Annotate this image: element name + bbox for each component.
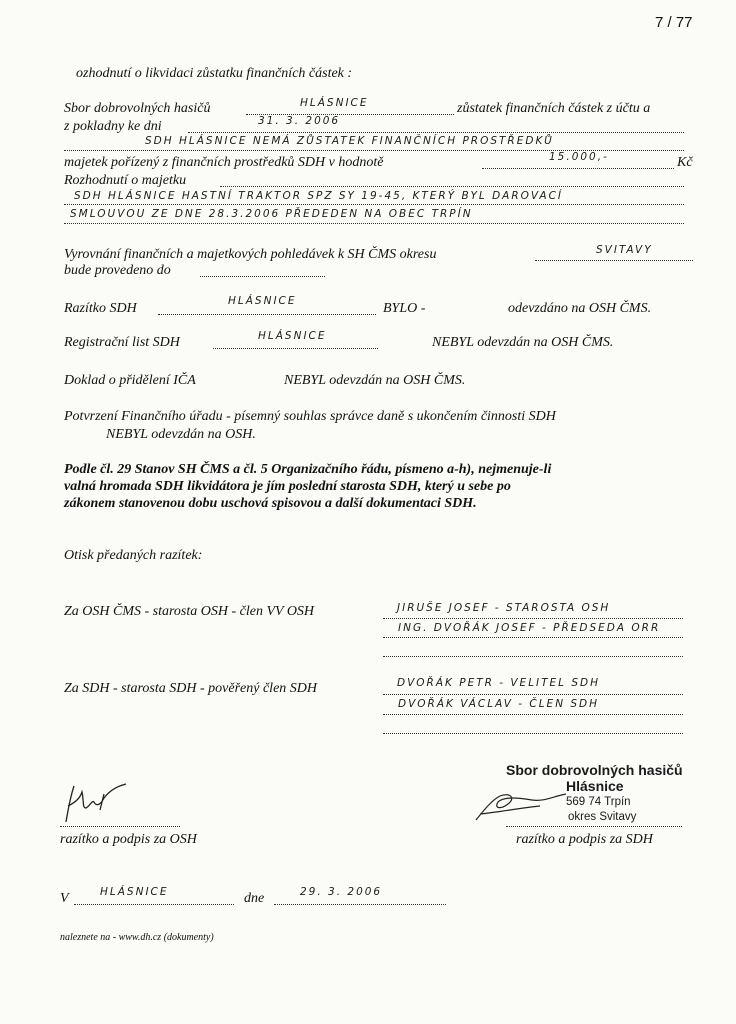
vyrovnani-label: Vyrovnání finančních a majetkových pohledávek k SH ČMS okresu bbox=[64, 247, 437, 262]
heading: ozhodnutí o likvidaci zůstatku finančních částek : bbox=[76, 66, 353, 81]
dotted-line bbox=[158, 314, 376, 315]
dotted-line bbox=[383, 656, 683, 657]
signature-sdh bbox=[470, 786, 580, 826]
dotted-line bbox=[383, 637, 683, 638]
stamp-line-3: 569 74 Trpín bbox=[566, 796, 631, 808]
dotted-line bbox=[506, 826, 682, 827]
razitko-status: BYLO - bbox=[383, 301, 426, 316]
dotted-line bbox=[535, 260, 693, 261]
handwritten-place: HLÁSNICE bbox=[100, 886, 169, 898]
sdh-label: Za SDH - starosta SDH - pověřený člen SDH bbox=[64, 681, 317, 696]
handwritten-osh-1: JIRUŠE JOSEF - STAROSTA OSH bbox=[397, 602, 611, 614]
handwritten-majetek-1: SDH HLÁSNICE HASTNÍ TRAKTOR SPZ SY 19-45, KTERÝ BYL DAROVACÍ bbox=[74, 190, 564, 202]
sign-osh-label: razítko a podpis za OSH bbox=[60, 832, 197, 847]
registracni-status: NEBYL odevzdán na OSH ČMS. bbox=[432, 335, 614, 350]
otisk-label: Otisk předaných razítek: bbox=[64, 548, 203, 563]
potvrzeni-line-1: Potvrzení Finančního úřadu - písemný souhlas správce daně s ukončením činnosti SDH bbox=[64, 409, 556, 424]
rozhodnuti-label: Rozhodnutí o majetku bbox=[64, 173, 187, 188]
zustatek-label: zůstatek finančních částek z účtu a bbox=[457, 101, 651, 116]
dotted-line bbox=[383, 694, 683, 695]
dotted-line bbox=[383, 618, 683, 619]
bold-paragraph-line-3: zákonem stanovenou dobu uschová spisovou a další dokumentaci SDH. bbox=[64, 496, 477, 511]
handwritten-zustatek: SDH HLÁSNICE NEMÁ ZŮSTATEK FINANČNÍCH PROSTŘEDKŮ bbox=[145, 135, 554, 147]
handwritten-razitko: HLÁSNICE bbox=[228, 295, 297, 307]
doklad-label: Doklad o přidělení IČA bbox=[64, 373, 196, 388]
handwritten-date-final: 29. 3. 2006 bbox=[300, 886, 383, 898]
dne-label: dne bbox=[244, 891, 265, 906]
razitko-label: Razítko SDH bbox=[64, 301, 137, 316]
handwritten-date: 31. 3. 2006 bbox=[258, 115, 341, 127]
razitko-suffix: odevzdáno na OSH ČMS. bbox=[508, 301, 652, 316]
handwritten-osh-2: ING. DVOŘÁK JOSEF - PŘEDSEDA ORR bbox=[398, 622, 661, 634]
dotted-line bbox=[213, 348, 378, 349]
footer-note: naleznete na - www.dh.cz (dokumenty) bbox=[60, 932, 214, 943]
dotted-line bbox=[64, 204, 684, 205]
dotted-line bbox=[220, 186, 684, 187]
handwritten-okres: SVITAVY bbox=[596, 244, 653, 256]
handwritten-value: 15.000,- bbox=[549, 151, 609, 163]
doklad-status: NEBYL odevzdán na OSH ČMS. bbox=[284, 373, 466, 388]
stamp-line-2: Hlásnice bbox=[566, 778, 624, 794]
handwritten-sdh-1: DVOŘÁK PETR - VELITEL SDH bbox=[397, 677, 601, 689]
signature-osh bbox=[60, 776, 140, 828]
osh-label: Za OSH ČMS - starosta OSH - člen VV OSH bbox=[64, 604, 315, 619]
dotted-line bbox=[74, 904, 234, 905]
stamp-line-1: Sbor dobrovolných hasičů bbox=[506, 762, 683, 778]
provedeno-label: bude provedeno do bbox=[64, 263, 171, 278]
registracni-label: Registrační list SDH bbox=[64, 335, 180, 350]
handwritten-sdh-2: DVOŘÁK VÁCLAV - ČLEN SDH bbox=[398, 698, 600, 710]
bold-paragraph-line-1: Podle čl. 29 Stanov SH ČMS a čl. 5 Organizačního řádu, písmeno a-h), nejmenuje-li bbox=[64, 462, 552, 477]
currency-label: Kč bbox=[677, 155, 693, 170]
v-label: V bbox=[60, 891, 69, 906]
majetek-label: majetek pořízený z finančních prostředků SDH v hodnotě bbox=[64, 155, 384, 170]
pokladna-label: z pokladny ke dni bbox=[64, 119, 162, 134]
dotted-line bbox=[383, 733, 683, 734]
sign-sdh-label: razítko a podpis za SDH bbox=[516, 832, 653, 847]
dotted-line bbox=[200, 276, 325, 277]
dotted-line bbox=[64, 223, 684, 224]
handwritten-registracni: HLÁSNICE bbox=[258, 330, 327, 342]
dotted-line bbox=[188, 132, 684, 133]
dotted-line bbox=[274, 904, 446, 905]
stamp-line-4: okres Svitavy bbox=[568, 811, 637, 823]
dotted-line bbox=[60, 826, 180, 827]
potvrzeni-line-2: NEBYL odevzdán na OSH. bbox=[106, 427, 256, 442]
dotted-line bbox=[482, 168, 674, 169]
sbor-label: Sbor dobrovolných hasičů bbox=[64, 101, 211, 116]
page-number: 7 / 77 bbox=[655, 14, 693, 31]
dotted-line bbox=[383, 714, 683, 715]
bold-paragraph-line-2: valná hromada SDH likvidátora je jím poslední starosta SDH, který u sebe po bbox=[64, 479, 511, 494]
handwritten-majetek-2: SMLOUVOU ZE DNE 28.3.2006 PŘEDEDEN NA OBEC TRPÍN bbox=[70, 208, 473, 220]
handwritten-sbor: HLÁSNICE bbox=[300, 97, 369, 109]
